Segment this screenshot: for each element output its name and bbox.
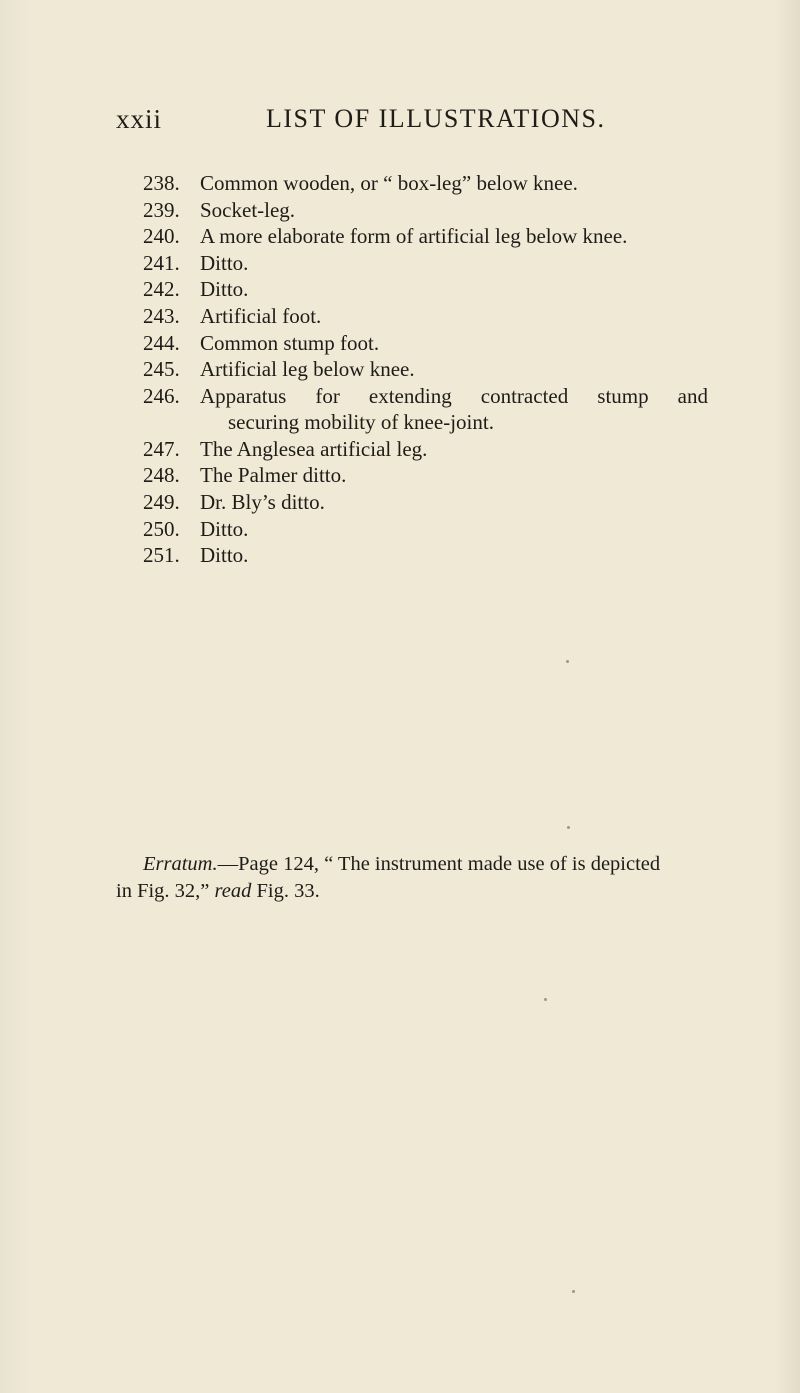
list-item <box>0 303 800 330</box>
figure-number: 244. <box>143 330 180 355</box>
figure-caption: Artificial leg below knee. <box>200 357 415 382</box>
erratum-line-1 <box>116 851 711 878</box>
list-item <box>0 356 800 383</box>
figure-number: 246. <box>143 383 180 408</box>
figure-caption: Socket-leg. <box>200 197 296 222</box>
erratum-label: Erratum. <box>143 853 218 875</box>
figure-number: 251. <box>143 543 180 568</box>
erratum-text-2a: in Fig. 32,” <box>116 879 215 902</box>
list-item <box>0 462 800 489</box>
list-item <box>0 489 800 516</box>
figure-caption: Artificial foot. <box>200 303 322 328</box>
figure-number: 248. <box>143 463 180 488</box>
paper-speck <box>566 660 569 663</box>
figure-number: 249. <box>143 489 180 514</box>
figure-number: 239. <box>143 197 180 222</box>
erratum-text-2b: Fig. 33. <box>251 879 320 902</box>
list-item <box>0 383 800 436</box>
page-header <box>116 104 716 144</box>
list-item <box>0 276 800 303</box>
figure-caption: The Palmer ditto. <box>200 463 347 488</box>
list-item <box>0 542 800 569</box>
paper-speck <box>544 998 547 1001</box>
list-item <box>0 250 800 277</box>
erratum-note <box>116 851 711 904</box>
erratum-read: read <box>214 879 252 902</box>
figure-number: 242. <box>143 277 180 302</box>
list-item <box>0 197 800 224</box>
running-title: LIST OF ILLUSTRATIONS. <box>266 104 606 133</box>
figure-number: 247. <box>143 436 180 461</box>
figure-caption: The Anglesea artificial leg. <box>200 436 428 461</box>
erratum-text-1: —Page 124, “ The instrument made use of is depicted <box>217 853 661 875</box>
figure-caption: A more elaborate form of artificial leg below knee. <box>200 224 628 249</box>
figure-number: 241. <box>143 250 180 275</box>
list-item <box>0 223 800 250</box>
erratum-line-2 <box>116 878 711 905</box>
figure-number: 238. <box>143 171 180 195</box>
paper-speck <box>572 1290 575 1293</box>
page-number: xxii <box>116 104 163 134</box>
figure-caption <box>200 383 708 435</box>
figure-caption: Ditto. <box>200 516 249 541</box>
figure-caption: Ditto. <box>200 250 249 275</box>
figure-caption: Common stump foot. <box>200 330 380 355</box>
figure-caption: Ditto. <box>200 543 249 568</box>
list-item <box>0 436 800 463</box>
figure-caption: Ditto. <box>200 277 249 302</box>
list-item <box>0 330 800 357</box>
figure-caption: Dr. Bly’s ditto. <box>200 489 325 514</box>
figure-caption: Common wooden, or “ box-leg” below knee. <box>200 171 578 195</box>
figure-caption-line-1: Apparatus for extending contracted stump and <box>200 383 708 408</box>
figure-number: 250. <box>143 516 180 541</box>
illustration-list <box>0 170 800 569</box>
paper-speck <box>567 826 570 829</box>
figure-number: 240. <box>143 224 180 249</box>
list-item <box>0 170 800 197</box>
figure-caption-line-2: securing mobility of knee-joint. <box>228 409 494 434</box>
figure-number: 245. <box>143 357 180 382</box>
figure-number: 243. <box>143 303 180 328</box>
list-item <box>0 516 800 543</box>
